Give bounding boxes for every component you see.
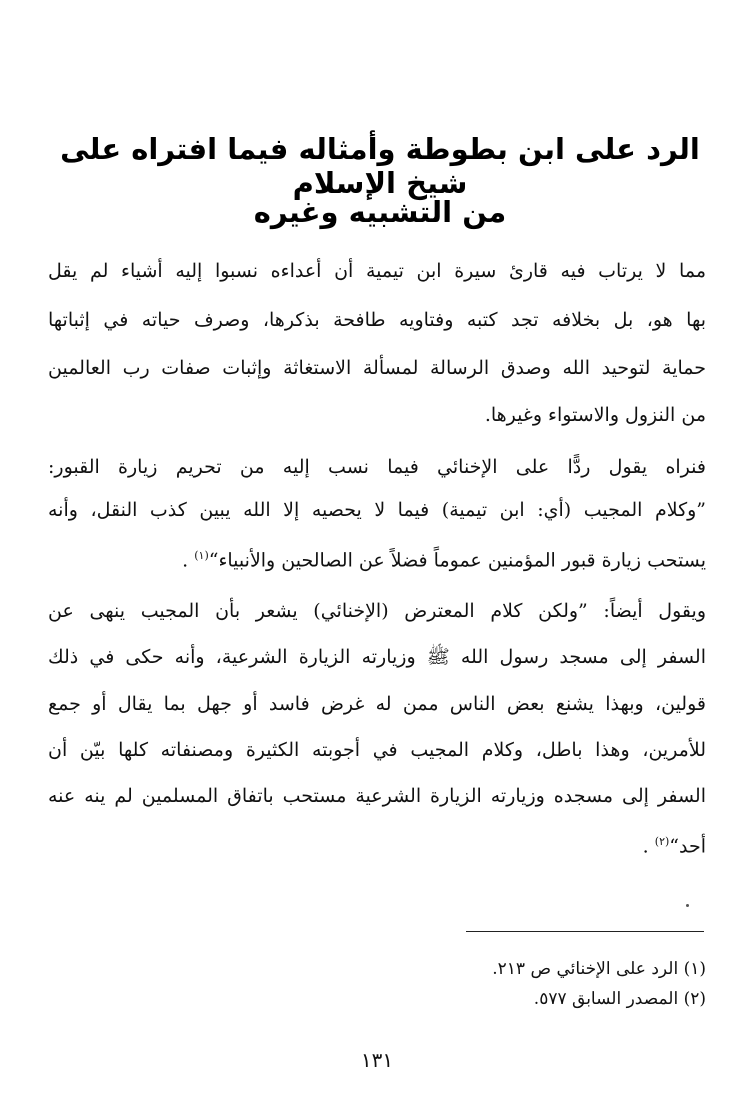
paragraph-1-line-3: حماية لتوحيد الله وصدق الرسالة لمسألة الاستغاثة وإثبات صفات رب العالمين (48, 357, 706, 379)
paragraph-2-tail: . (182, 549, 195, 572)
paragraph-3-line-5: السفر إلى مسجده وزيارته الزيارة الشرعية مستحب باتفاق المسلمين لم ينه عنه (48, 785, 706, 807)
paragraph-2-line-2: ”وكلام المجيب (أي: ابن تيمية) فيما لا يحصيه إلا الله يبين كذب النقل، وأنه (48, 499, 706, 521)
chapter-title-line-2: من التشبيه وغيره (253, 195, 507, 229)
paragraph-3-line-6-text: أحد“ (669, 835, 706, 858)
paragraph-2-line-1: فنراه يقول ردًّا على الإخنائي فيما نسب إليه من تحريم زيارة القبور: (48, 456, 706, 478)
paragraph-1-line-2: بها هو، بل بخلافه تجد كتبه وفتاويه طافحة بذكرها، وصرف حياته في إثباتها (48, 309, 706, 331)
paragraph-3-line-6 (48, 827, 706, 861)
paragraph-3-line-4: للأمرين، وهذا باطل، وكلام المجيب في أجوبته الكثيرة ومصنفاته كلها بيّن أن (48, 739, 706, 761)
paragraph-1-line-4: من النزول والاستواء وغيرها. (484, 404, 706, 426)
page-number: ١٣١ (360, 1048, 394, 1072)
paragraph-2-line-3 (48, 541, 706, 575)
paragraph-3-line-2: السفر إلى مسجد رسول الله ﷺ وزيارته الزيارة الشرعية، وأنه حكى في ذلك (48, 646, 706, 668)
paragraph-1-line-1: مما لا يرتاب فيه قارئ سيرة ابن تيمية أن أعداءه نسبوا إليه أشياء لم يقل (48, 260, 706, 282)
paragraph-2-line-3-text: يستحب زيارة قبور المؤمنين عموماً فضلاً عن الصالحين والأنبياء“ (208, 549, 706, 572)
footnote-2: (٢) المصدر السابق ٥٧٧. (533, 989, 706, 1009)
chapter-title-line-1: الرد على ابن بطوطة وأمثاله فيما افتراه على شيخ الإسلام (60, 132, 700, 200)
footnote-ref-2: (٢) (654, 835, 670, 848)
paragraph-3-line-1: ويقول أيضاً: ”ولكن كلام المعترض (الإخنائي) يشعر بأن المجيب ينهى عن (48, 600, 706, 622)
footnote-ref-1: (١) (194, 549, 209, 562)
footnote-1: (١) الرد على الإخنائي ص ٢١٣. (492, 959, 706, 979)
paragraph-3-tail: . (642, 835, 655, 858)
scan-speck (686, 904, 689, 907)
footnote-divider (466, 931, 704, 932)
paragraph-3-line-3: قولين، وبهذا يشنع بعض الناس ممن له غرض فاسد أو جهل بما يقال أو جمع (48, 693, 706, 715)
